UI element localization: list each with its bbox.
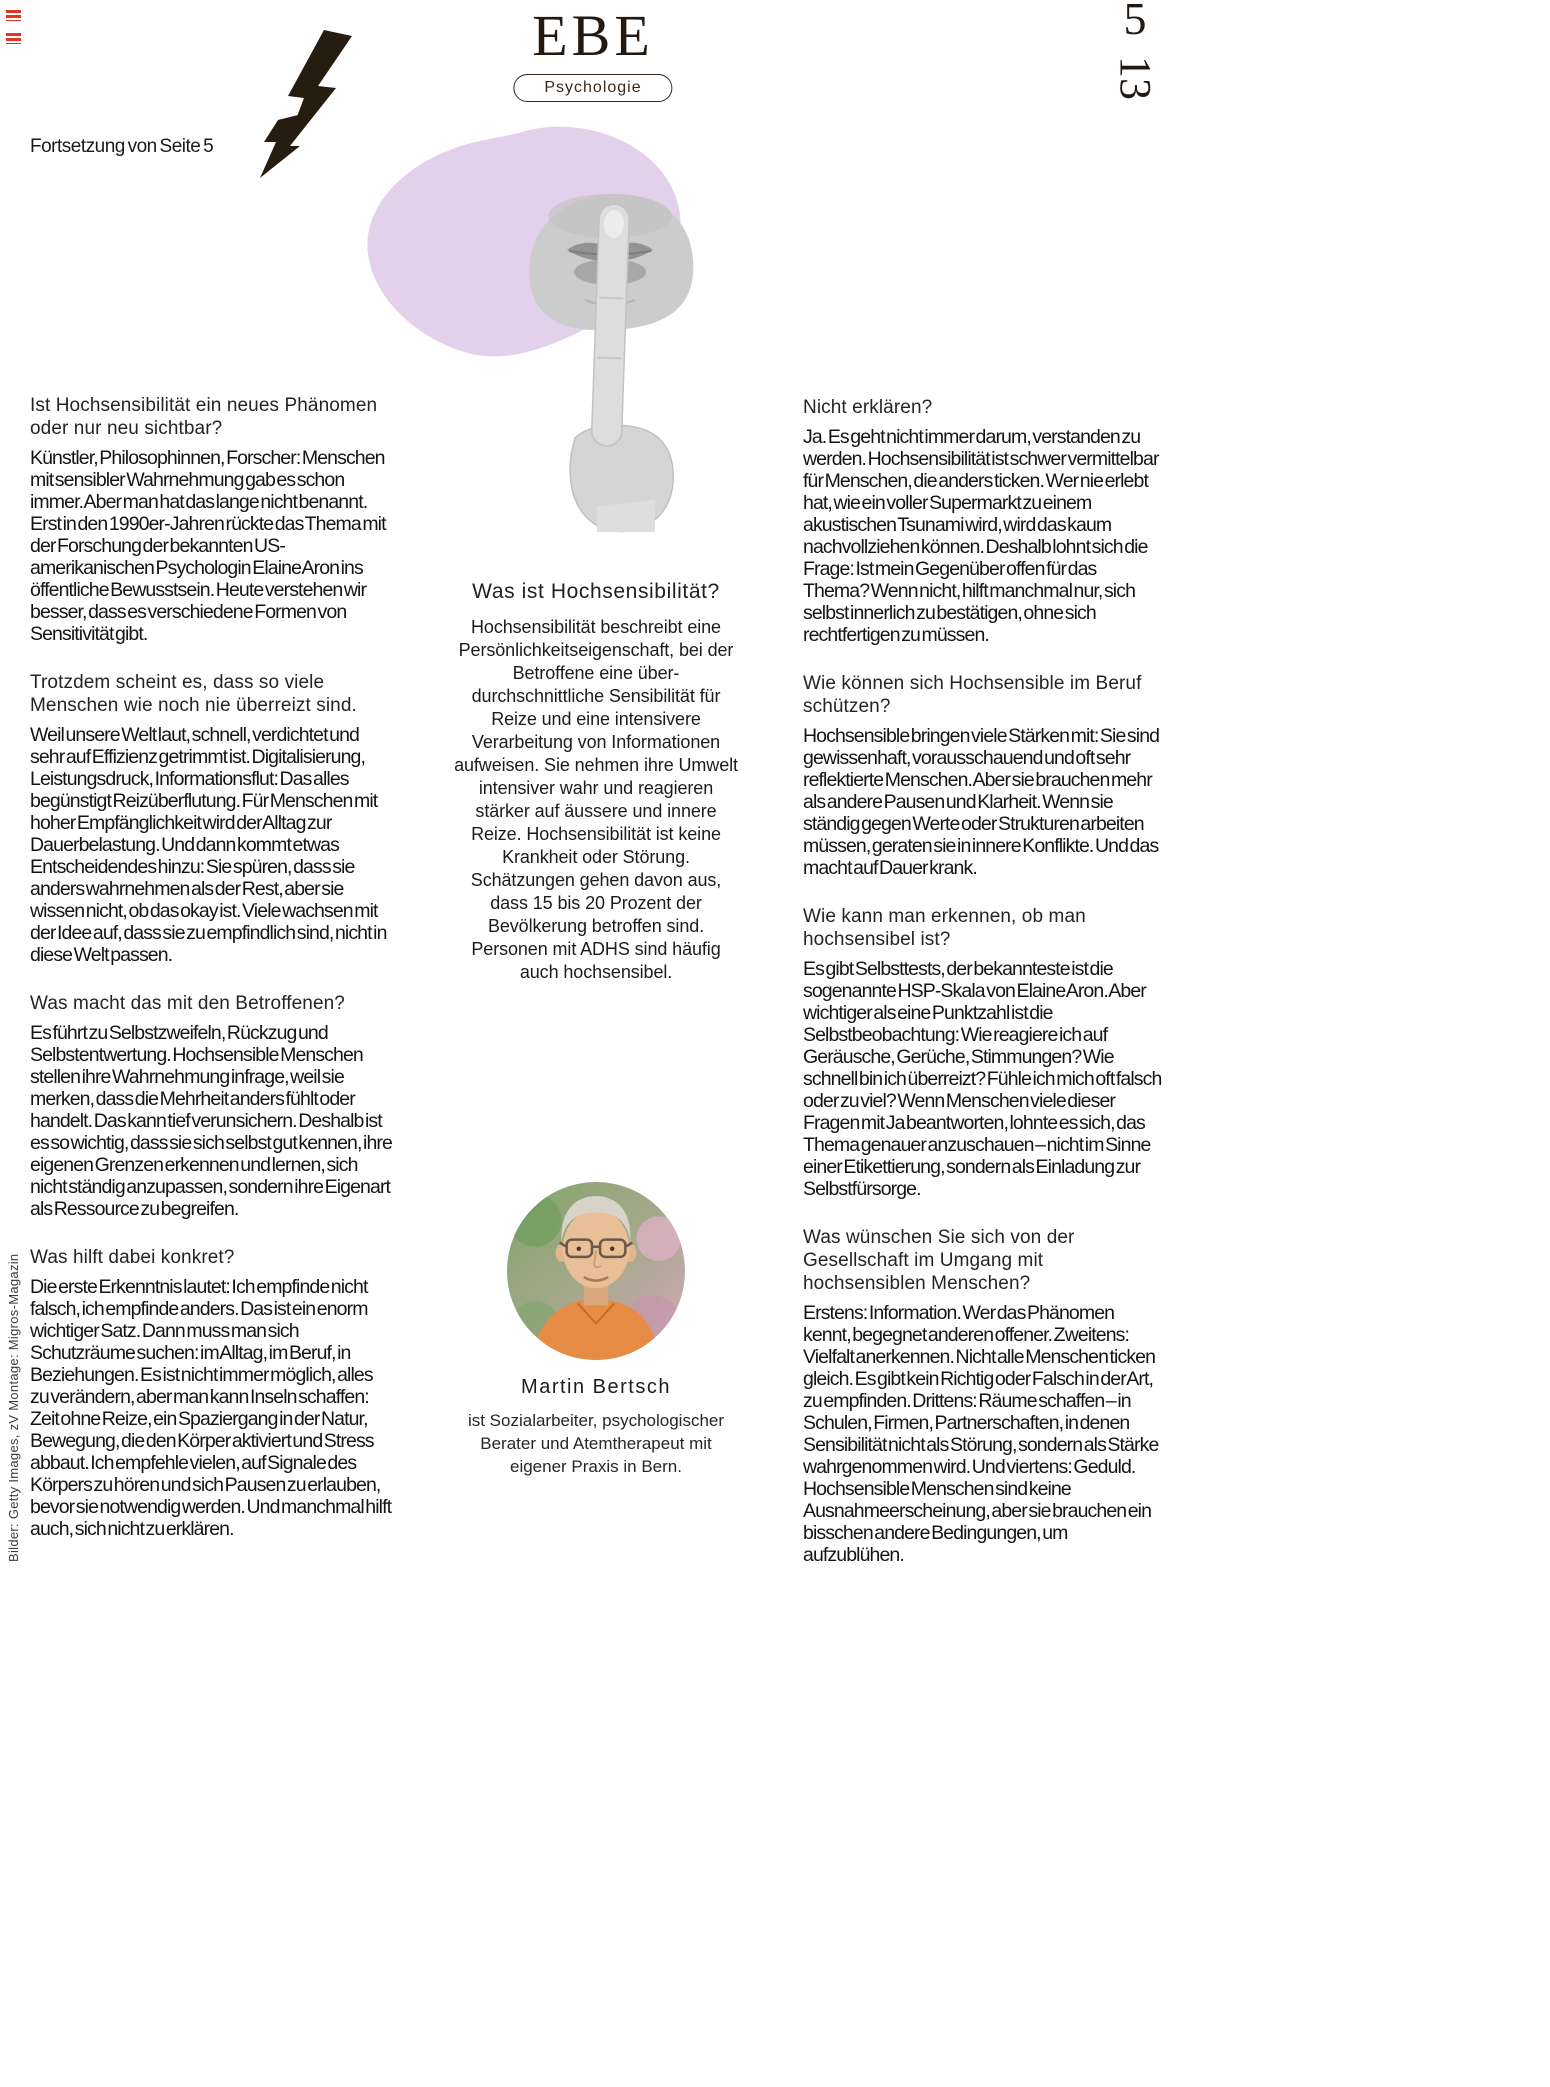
continuation-note: Fortsetzung von Seite 5 xyxy=(30,136,214,157)
qa-section xyxy=(30,992,392,1220)
interview-answer: Künstler, Philosophinnen, Forscher: Menschen mit sensibler Wahrnehmung gab es schon immer. Aber man hat das lange nicht benannt. Erst in den 1990er-Jahren rückte das Thema mit der Forschung der bekannten US-amerikanischen Psychologin Elaine Aron ins öffentliche Bewusstsein. Heute verstehen wir besser, dass es verschiedene Formen von Sensitivität gibt. xyxy=(30,447,386,645)
article-column-left xyxy=(30,394,392,1566)
qa-section xyxy=(30,1246,392,1540)
logo-mark-bar xyxy=(6,10,21,21)
page-number: 5 xyxy=(1123,0,1147,44)
logo-mark-bar xyxy=(6,33,21,44)
qa-section xyxy=(803,672,1163,879)
category-badge: Psychologie xyxy=(513,74,672,102)
infobox-title: Was ist Hochsensibilität? xyxy=(472,580,720,603)
interview-answer: Erstens: Information. Wer das Phänomen kennt, begegnet anderen offener. Zweitens: Vielfalt anerkennen. Nicht alle Menschen ticken gleich. Es gibt kein Richtig oder Falsch in der Art, zu empfinden. Drittens: Räume schaffen – in Schulen, Firmen, Partnerschaften, in denen Sensibilität nicht als Störung, sondern als Stärke wahrgenommen wird. Und viertens: Geduld. Hochsensible Menschen sind keine Ausnahmeerscheinung, aber sie brauchen ein bisschen andere Bedingungen, um aufzublühen. xyxy=(803,1302,1159,1566)
qa-section xyxy=(30,671,392,966)
qa-section xyxy=(803,905,1163,1200)
shush-photo xyxy=(505,188,715,533)
page-number-rotated: 13 xyxy=(1111,56,1160,100)
qa-section xyxy=(803,1226,1163,1566)
interview-answer: Es gibt Selbsttests, der bekannteste ist die sogenannte HSP-Skala von Elaine Aron. Aber wichtiger als eine Punktzahl ist die Selbstbeobachtung: Wie reagiere ich auf Geräusche, Gerüche, Stimmungen? Wie schnell bin ich überreizt? Fühle ich mich oft falsch oder zu viel? Wenn Menschen viele dieser Fragen mit Ja beantworten, lohnte es sich, das Thema genauer anzuschauen – nicht im Sinne einer Etikettierung, sondern als Einladung zur Selbstfürsorge. xyxy=(803,958,1162,1200)
expert-profile xyxy=(452,1182,740,1478)
interview-question: Nicht erklären? xyxy=(803,397,933,418)
interview-question: Ist Hochsensibilität ein neues Phänomen oder nur neu sichtbar? xyxy=(30,395,378,439)
interview-question: Was wünschen Sie sich von der Gesellschaft im Umgang mit hochsensiblen Menschen? xyxy=(803,1227,1075,1294)
interview-answer: Ja. Es geht nicht immer darum, verstanden zu werden. Hochsensibilität ist schwer vermittelbar für Menschen, die anders ticken. Wer nie erlebt hat, wie ein voller Supermarkt zu einem akustischen Tsunami wird, wird das kaum nachvollziehen können. Deshalb lohnt sich die Frage: Ist mein Gegenüber offen für das Thema? Wenn nicht, hilft manchmal nur, sich selbst innerlich zu bestätigen, ohne sich rechtfertigen zu müssen. xyxy=(803,426,1159,646)
interview-question: Was macht das mit den Betroffenen? xyxy=(30,993,345,1014)
infobox-hochsensibilitaet xyxy=(452,580,740,984)
masthead-title: EBE xyxy=(532,3,654,68)
qa-section xyxy=(30,394,392,645)
portrait-photo xyxy=(507,1182,685,1360)
interview-answer: Es führt zu Selbstzweifeln, Rückzug und Selbstentwertung. Hochsensible Menschen stellen ihre Wahrnehmung infrage, weil sie merken, dass die Mehrheit anders fühlt oder handelt. Das kann tief verunsichern. Deshalb ist es so wichtig, dass sie sich selbst gut kennen, ihre eigenen Grenzen erkennen und lernen, sich nicht ständig anzupassen, sondern ihre Eigenart als Ressource zu begreifen. xyxy=(30,1022,392,1220)
logo-mark xyxy=(6,10,21,56)
infobox-body: Hochsensibilität beschreibt eine Persönlichkeitseigenschaft, bei der Betroffene eine überdurchschnittliche Sensibilität für Reize und eine intensivere Verarbeitung von Informationen aufweisen. Sie nehmen ihre Umwelt intensiver wahr und reagieren stärker auf äussere und innere Reize. Hochsensibilität ist keine Krankheit oder Störung. Schätzungen gehen davon aus, dass 15 bis 20 Prozent der Bevölkerung betroffen sind. Personen mit ADHS sind häufig auch hochsensibel. xyxy=(454,617,738,982)
interview-question: Was hilft dabei konkret? xyxy=(30,1247,235,1268)
interview-question: Wie kann man erkennen, ob man hochsensibel ist? xyxy=(803,906,1086,950)
article-column-right xyxy=(803,396,1163,1592)
portrait-illustration xyxy=(507,1182,685,1360)
interview-question: Trotzdem scheint es, dass so viele Menschen wie noch nie überreizt sind. xyxy=(30,672,357,716)
profile-name: Martin Bertsch xyxy=(521,1376,671,1398)
interview-answer: Hochsensible bringen viele Stärken mit: Sie sind gewissenhaft, vorausschauend und oft sehr reflektierte Menschen. Aber sie brauchen mehr als andere Pausen und Klarheit. Wenn sie ständig gegen Werte oder Strukturen arbeiten müssen, geraten sie in innere Konflikte. Und das macht auf Dauer krank. xyxy=(803,725,1160,879)
interview-answer: Die erste Erkenntnis lautet: Ich empfinde nicht falsch, ich empfinde anders. Das ist ein enorm wichtiger Satz. Dann muss man sich Schutzräume suchen: im Alltag, im Beruf, in Beziehungen. Es ist nicht immer möglich, alles zu verändern, aber man kann Inseln schaffen: Zeit ohne Reize, ein Spaziergang in der Natur, Bewegung, die den Körper aktiviert und Stress abbaut. Ich empfehle vielen, auf Signale des Körpers zu hören und sich Pausen zu erlauben, bevor sie notwendig werden. Und manchmal hilft auch, sich nicht zu erklären. xyxy=(30,1276,392,1540)
interview-answer: Weil unsere Welt laut, schnell, verdichtet und sehr auf Effizienz getrimmt ist. Digitalisierung, Leistungsdruck, Informationsflut: Das alles begünstigt Reizüberflutung. Für Menschen mit hoher Empfänglichkeit wird der Alltag zur Dauerbelastung. Und dann kommt etwas Entscheidendes hinzu: Sie spüren, dass sie anders wahrnehmen als der Rest, aber sie wissen nicht, ob das okay ist. Viele wachsen mit der Idee auf, dass sie zu empfindlich sind, nicht in diese Welt passen. xyxy=(30,724,387,966)
interview-question: Wie können sich Hochsensible im Beruf schützen? xyxy=(803,673,1142,717)
qa-section xyxy=(803,396,1163,646)
profile-caption: ist Sozialarbeiter, psychologischer Berater und Atemtherapeut mit eigener Praxis in Bern. xyxy=(467,1411,725,1476)
photo-credits: Bilder: Getty Images, zV Montage: Migros-Magazin xyxy=(6,1253,21,1562)
